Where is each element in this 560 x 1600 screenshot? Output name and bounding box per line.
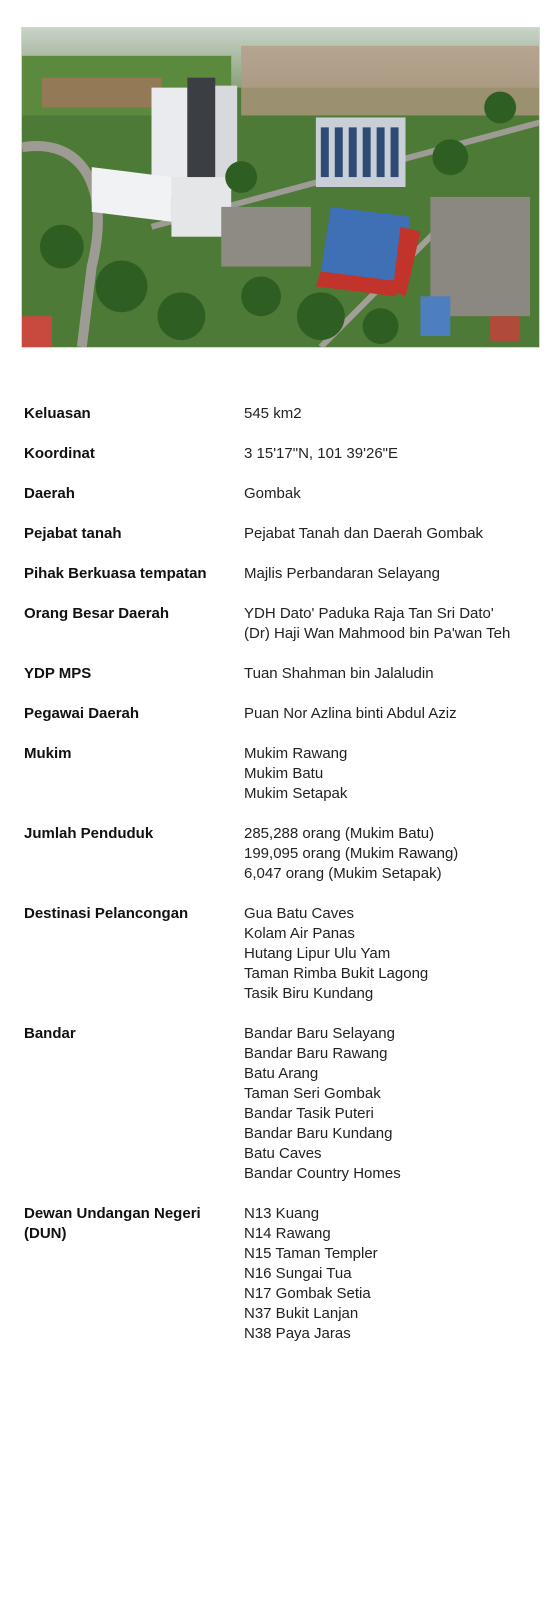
info-row — [24, 604, 550, 644]
info-value-line: Bandar Country Homes — [244, 1165, 401, 1182]
info-label: Pihak Berkuasa tempatan — [24, 565, 207, 582]
info-value-line: Pejabat Tanah dan Daerah Gombak — [244, 525, 484, 542]
info-value-line: YDH Dato' Paduka Raja Tan Sri Dato' — [244, 605, 494, 622]
info-value-line: Majlis Perbandaran Selayang — [244, 565, 440, 582]
info-row — [24, 664, 550, 684]
info-values — [244, 1204, 378, 1344]
info-value-line: N15 Taman Templer — [244, 1245, 378, 1262]
info-label: YDP MPS — [24, 665, 92, 682]
info-row — [24, 824, 550, 884]
info-values — [244, 664, 434, 684]
info-value-line: N17 Gombak Setia — [244, 1285, 371, 1302]
info-label: Daerah — [24, 485, 75, 502]
aerial-photo-illustration — [22, 28, 539, 347]
info-label: Bandar — [24, 1025, 76, 1042]
info-value-line: (Dr) Haji Wan Mahmood bin Pa'wan Teh — [244, 625, 511, 642]
info-values — [244, 904, 428, 1004]
info-value-line: Bandar Baru Selayang — [244, 1025, 395, 1042]
info-value-line: 199,095 orang (Mukim Rawang) — [244, 845, 459, 862]
info-value-line: Mukim Rawang — [244, 745, 348, 762]
info-values — [244, 604, 510, 644]
info-value-line: 545 km2 — [244, 405, 302, 422]
info-value-line: N13 Kuang — [244, 1205, 320, 1222]
info-row — [24, 704, 550, 724]
info-label: Pegawai Daerah — [24, 705, 140, 722]
info-value-line: Tuan Shahman bin Jalaludin — [244, 665, 434, 682]
info-value-line: 285,288 orang (Mukim Batu) — [244, 825, 435, 842]
info-row — [24, 904, 550, 1004]
info-value-line: Mukim Setapak — [244, 785, 348, 802]
info-value-line: Tasik Biru Kundang — [244, 985, 374, 1002]
info-row — [24, 484, 550, 504]
info-values — [244, 704, 457, 724]
info-value-line: N16 Sungai Tua — [244, 1265, 352, 1282]
info-label: Destinasi Pelancongan — [24, 905, 189, 922]
info-value-line: Gua Batu Caves — [244, 905, 355, 922]
info-values — [244, 744, 347, 804]
info-row — [24, 1024, 550, 1184]
info-value-line: Kolam Air Panas — [244, 925, 355, 942]
info-value-line: 3 15'17"N, 101 39'26"E — [244, 445, 398, 462]
info-values — [244, 444, 398, 464]
info-label: Keluasan — [24, 405, 91, 422]
info-row — [24, 404, 550, 424]
info-row — [24, 744, 550, 804]
info-value-line: Batu Caves — [244, 1145, 322, 1162]
info-label: Pejabat tanah — [24, 525, 122, 542]
info-value-line: Puan Nor Azlina binti Abdul Aziz — [244, 705, 457, 722]
info-value-line: Bandar Baru Kundang — [244, 1125, 393, 1142]
info-values — [244, 524, 483, 544]
info-label: Jumlah Penduduk — [24, 825, 154, 842]
info-value-line: Taman Seri Gombak — [244, 1085, 381, 1102]
info-row — [24, 564, 550, 584]
info-values — [244, 404, 302, 424]
info-value-line: 6,047 orang (Mukim Setapak) — [244, 865, 442, 882]
info-row — [24, 524, 550, 544]
info-value-line: Bandar Tasik Puteri — [244, 1105, 374, 1122]
info-label: Mukim — [24, 745, 72, 762]
info-row — [24, 1204, 550, 1344]
info-value-line: N37 Bukit Lanjan — [244, 1305, 359, 1322]
info-label: Dewan Undangan Negeri (DUN) — [24, 1205, 201, 1242]
info-row — [24, 444, 550, 464]
info-values — [244, 824, 458, 884]
info-value-line: Batu Arang — [244, 1065, 319, 1082]
info-value-line: Mukim Batu — [244, 765, 324, 782]
info-values — [244, 564, 440, 584]
info-label: Orang Besar Daerah — [24, 605, 170, 622]
info-label: Koordinat — [24, 445, 95, 462]
aerial-town-photo — [21, 27, 540, 348]
info-value-line: Bandar Baru Rawang — [244, 1045, 388, 1062]
info-value-line: N14 Rawang — [244, 1225, 331, 1242]
district-info-table — [24, 404, 550, 1364]
info-value-line: Taman Rimba Bukit Lagong — [244, 965, 429, 982]
info-values — [244, 484, 301, 504]
info-value-line: Gombak — [244, 485, 301, 502]
info-values — [244, 1024, 401, 1184]
info-value-line: Hutang Lipur Ulu Yam — [244, 945, 391, 962]
info-value-line: N38 Paya Jaras — [244, 1325, 351, 1342]
